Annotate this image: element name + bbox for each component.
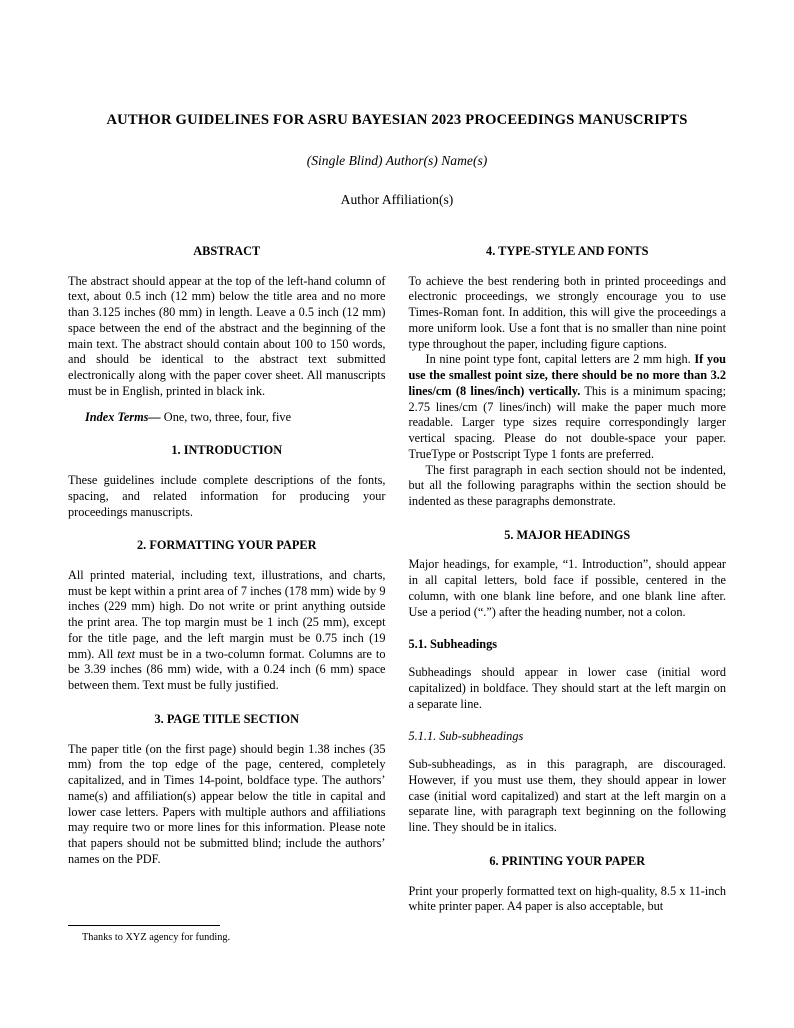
type-style-paragraph-1: To achieve the best rendering both in printed proceedings and electronic proceedings, we strongly encourage you to use Times-Roman font. In addition, this will give the proceedings a more uniform look. Use a font that is no smaller than nine point type throughout the paper, including figure captions. — [408, 273, 726, 351]
section-heading-printing: 6. PRINTING YOUR PAPER — [489, 853, 646, 868]
index-terms-line — [68, 410, 386, 426]
right-column — [409, 244, 727, 944]
formatting-text-b: must be in a two-column format. Columns are to be 3.39 inches (86 mm) wide, with a 0.24 inch (6 mm) space between them. Text must be fully justified. — [68, 646, 386, 693]
footnote — [68, 925, 386, 944]
section-heading-introduction: 1. INTRODUCTION — [171, 443, 283, 458]
type-style-paragraph-2 — [409, 352, 727, 462]
subheadings-paragraph: Subheadings should appear in lower case (initial word capitalized) in boldface. They should start at the left margin on a separate line. — [408, 665, 726, 711]
authors-line: (Single Blind) Author(s) Name(s) — [306, 153, 488, 168]
footnote-rule — [68, 925, 220, 926]
section-heading-formatting: 2. FORMATTING YOUR PAPER — [137, 538, 317, 553]
index-terms-values: One, two, three, four, five — [160, 409, 292, 424]
type-style-text-bold: If you use the smallest point size, there should be no more than 3.2 lines/cm (8 lines/inch) vertically. — [408, 352, 727, 398]
type-style-text-b: This is a minimum spacing; 2.75 lines/cm (7 lines/inch) will make the paper much more readable. Larger type sizes require correspondingly larger vertical spacing. Please do not double-space your paper. TrueType or Postscript Type 1 fonts are preferred. — [408, 383, 726, 461]
subsection-heading-subheadings: 5.1. Subheadings — [408, 637, 498, 652]
footnote-text: Thanks to XYZ agency for funding. — [82, 931, 231, 943]
section-heading-type-style: 4. TYPE-STYLE AND FONTS — [486, 244, 649, 258]
printing-paragraph: Print your properly formatted text on high-quality, 8.5 x 11-inch white printer paper. A4 paper is also acceptable, but — [408, 883, 726, 914]
type-style-paragraph-3: The first paragraph in each section should not be indented, but all the following paragraphs within the section should be indented as these paragraphs demonstrate. — [408, 462, 726, 509]
formatting-paragraph — [68, 568, 386, 694]
paper-title: AUTHOR GUIDELINES FOR ASRU BAYESIAN 2023 PROCEEDINGS MANUSCRIPTS — [106, 112, 688, 128]
abstract-heading: ABSTRACT — [193, 244, 261, 258]
type-style-text-a: In nine point type font, capital letters are 2 mm high. — [425, 352, 695, 367]
two-column-body — [68, 244, 726, 944]
section-heading-major-headings: 5. MAJOR HEADINGS — [504, 527, 631, 542]
formatting-text-italic: text — [117, 646, 136, 661]
affiliation-line: Author Affiliation(s) — [340, 192, 454, 207]
major-headings-paragraph: Major headings, for example, “1. Introduction”, should appear in all capital letters, bold face if possible, centered in the column, with one blank line before, and one blank line after. Use a period (“.”) after the heading number, not a colon. — [408, 557, 726, 619]
subsubsection-heading-sub-subheadings: 5.1.1. Sub-subheadings — [408, 729, 524, 744]
left-column — [68, 244, 386, 944]
index-terms-label: Index Terms— — [85, 409, 161, 424]
introduction-paragraph: These guidelines include complete descriptions of the fonts, spacing, and related information for producing your proceedings manuscripts. — [68, 473, 386, 519]
sub-subheadings-paragraph: Sub-subheadings, as in this paragraph, are discouraged. However, if you must use them, they should appear in lower case (initial word capitalized) and start at the left margin on a separate line, with paragraph text beginning on the following line. They should be in italics. — [408, 757, 726, 835]
formatting-text-a: All printed material, including text, illustrations, and charts, must be kept within a print area of 7 inches (178 mm) wide by 9 inches (229 mm) high. Do not write or print anything outside the print area. The top margin must be 1 inch (25 mm), except for the title page, and the left margin must be 0.75 inch (19 mm). All — [68, 568, 386, 661]
abstract-paragraph: The abstract should appear at the top of the left-hand column of text, about 0.5 inch (12 mm) below the title area and no more than 3.125 inches (80 mm) in length. Leave a 0.5 inch (12 mm) space between the end of the abstract and the beginning of the main text. The abstract should contain about 100 to 150 words, and should be identical to the abstract text submitted electronically along with the paper cover sheet. All manuscripts must be in English, printed in black ink. — [68, 273, 386, 398]
page-title-paragraph: The paper title (on the first page) should begin 1.38 inches (35 mm) from the top edge of the page, centered, completely capitalized, and in Times 14-point, boldface type. The authors’ name(s) and affiliation(s) appear below the title in capital and lower case letters. Papers with multiple authors and affiliations may require two or more lines for this information. Please note that papers should not be submitted blind; include the authors’ names on the PDF. — [68, 741, 386, 866]
section-heading-page-title: 3. PAGE TITLE SECTION — [154, 711, 299, 726]
